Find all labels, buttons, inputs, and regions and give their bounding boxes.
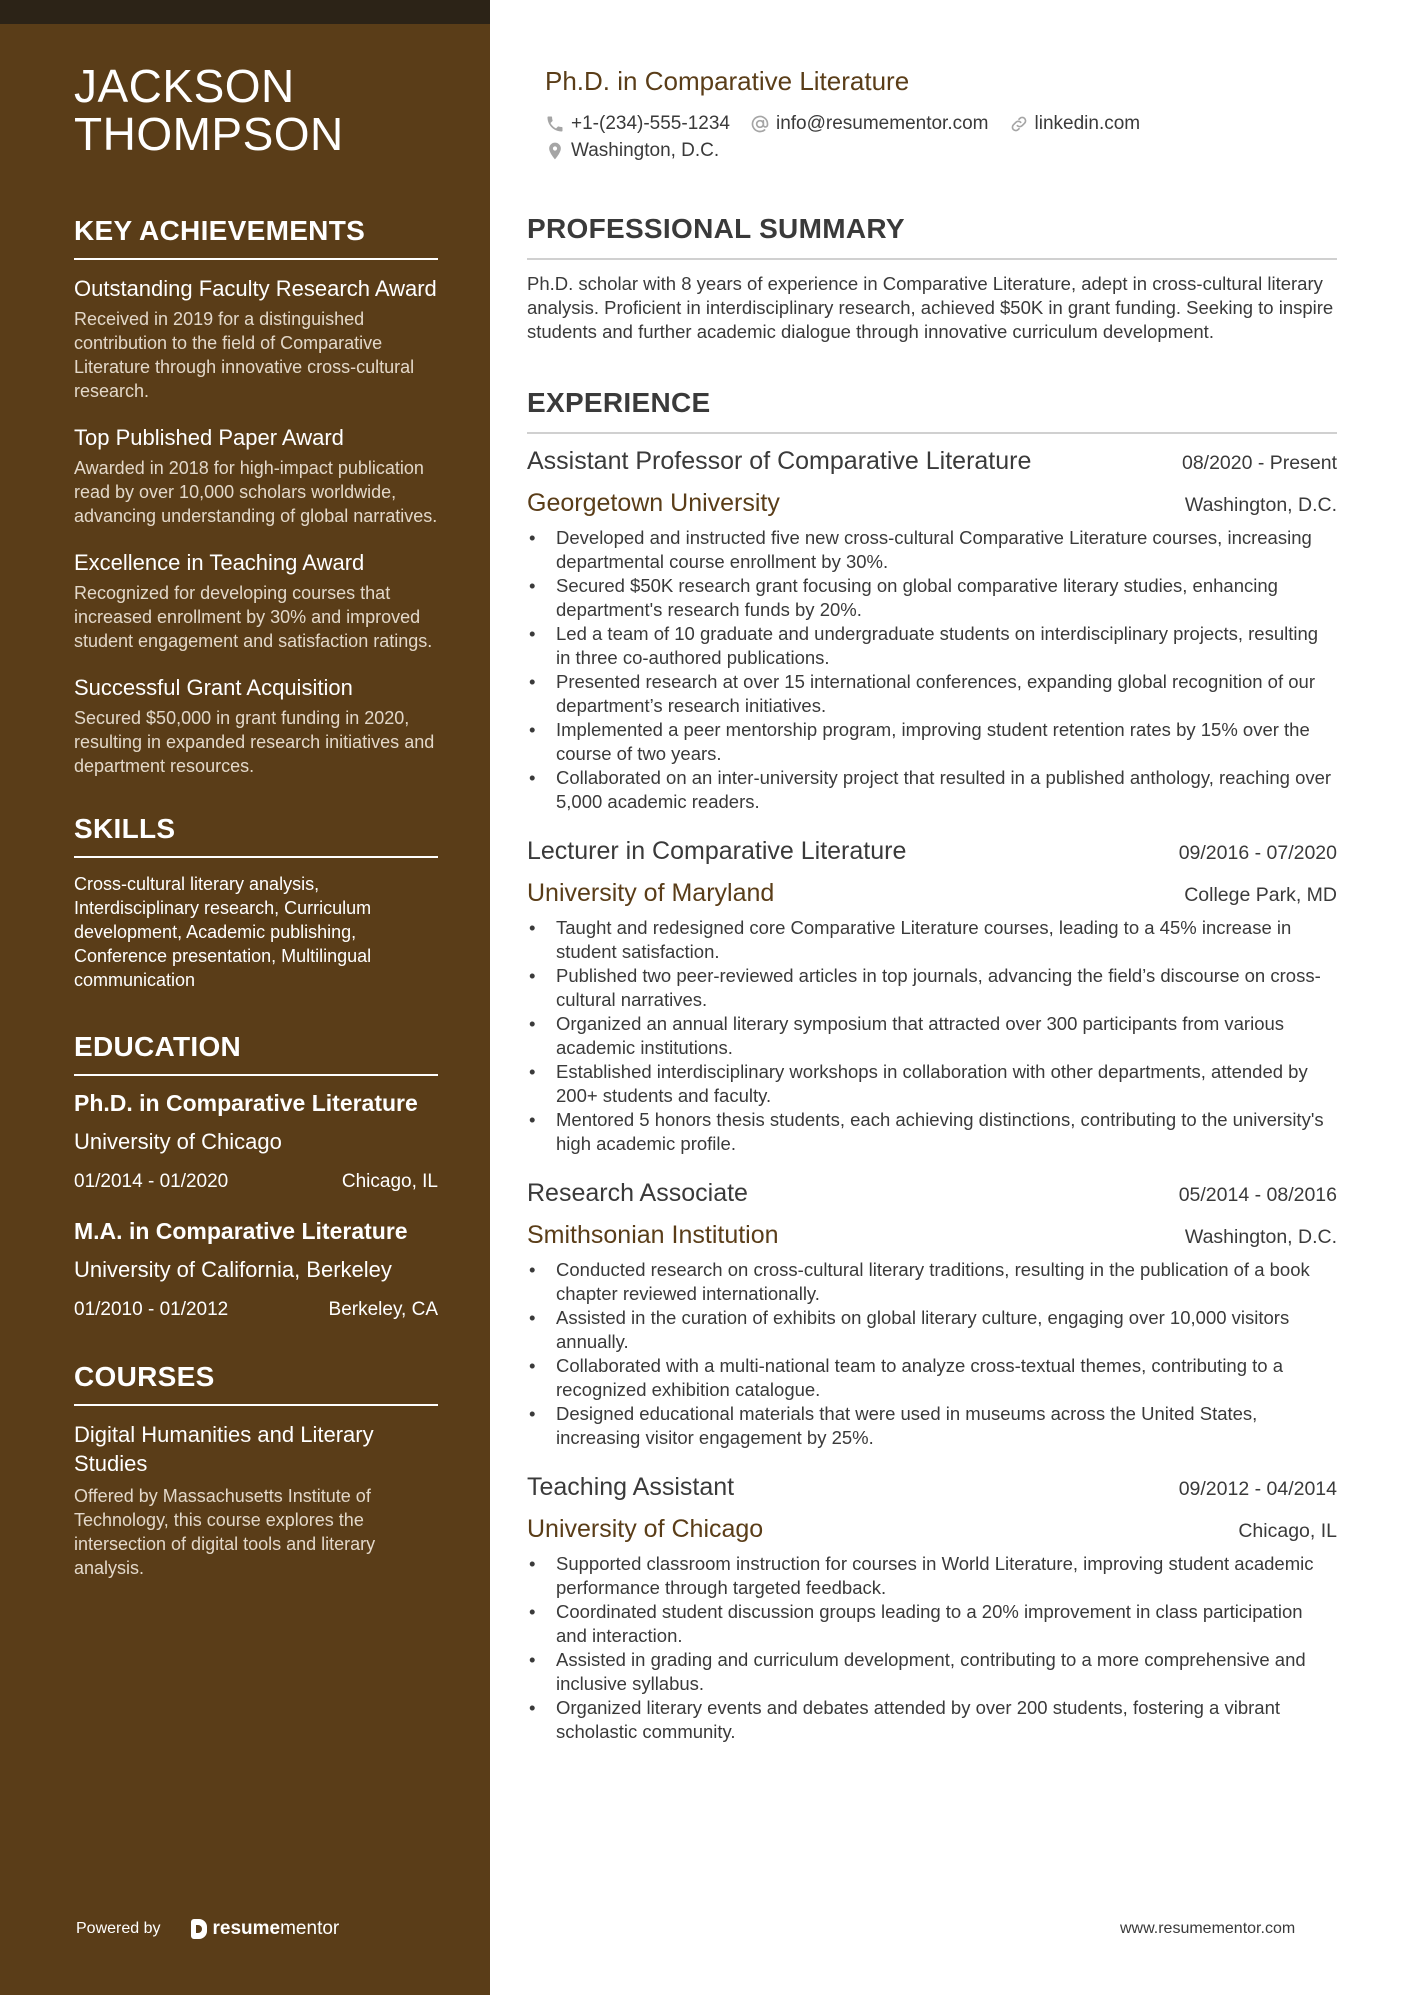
- link-icon: [1009, 114, 1029, 134]
- bullet-item: • Designed educational materials that were used in museums across the United States, increasing visitor engagement by 25%.: [527, 1402, 1337, 1450]
- education-meta: [74, 1170, 438, 1194]
- job-subheader: [527, 1514, 1337, 1546]
- brand-light: mentor: [280, 1918, 340, 1939]
- contact-phone[interactable]: [545, 110, 730, 137]
- bullet-item: • Led a team of 10 graduate and undergraduate students on interdisciplinary projects, resulting in three co-authored publications.: [527, 622, 1337, 670]
- bullet-item: • Assisted in the curation of exhibits on global literary culture, engaging over 10,000 visitors annually.: [527, 1306, 1337, 1354]
- bullet-item: • Taught and redesigned core Comparative Literature courses, leading to a 45% increase in student satisfaction.: [527, 916, 1337, 964]
- bullet-item: • Organized an annual literary symposium that attracted over 300 participants from various academic institutions.: [527, 1012, 1337, 1060]
- job-location: Washington, D.C.: [1184, 494, 1337, 516]
- bullet-item: • Developed and instructed five new cross-cultural Comparative Literature courses, increasing departmental course enrollment by 30%.: [527, 526, 1337, 574]
- experience-item: [527, 446, 1337, 814]
- job-location: Washington, D.C.: [1184, 1226, 1337, 1248]
- job-header: [527, 1472, 1337, 1504]
- bullet-item: • Organized literary events and debates attended by over 200 students, fostering a vibrant scholastic community.: [527, 1696, 1337, 1744]
- achievement-desc: Awarded in 2018 for high-impact publication read by over 10,000 scholars worldwide, advancing understanding of global narratives.: [74, 458, 438, 526]
- bullet-item: • Conducted research on cross-cultural literary traditions, resulting in the publication of a book chapter reviewed internationally.: [527, 1258, 1337, 1306]
- bullet-item: • Established interdisciplinary workshops in collaboration with other departments, attended by 200+ students and faculty.: [527, 1060, 1337, 1108]
- brand-logo[interactable]: [191, 1918, 340, 1940]
- achievements-section: [74, 214, 438, 778]
- experience-heading: EXPERIENCE: [527, 386, 1337, 434]
- job-bullets: [527, 1552, 1337, 1744]
- education-dates: 01/2014 - 01/2020: [74, 1171, 229, 1192]
- bullet-item: • Mentored 5 honors thesis students, each achieving distinctions, contributing to the university's high academic profile.: [527, 1108, 1337, 1156]
- education-school: University of California, Berkeley: [74, 1257, 392, 1282]
- location-pin-icon: [545, 141, 565, 161]
- achievement-item: [74, 548, 438, 653]
- sidebar-content: [74, 62, 438, 1580]
- courses-heading: COURSES: [74, 1360, 438, 1406]
- experience-item: [527, 1472, 1337, 1744]
- summary-heading: PROFESSIONAL SUMMARY: [527, 212, 1337, 260]
- achievement-title: Top Published Paper Award: [74, 425, 344, 450]
- job-company: Georgetown University: [527, 489, 780, 517]
- website-link[interactable]: www.resumementor.com: [1120, 1920, 1296, 1937]
- job-dates: 09/2016 - 07/2020: [1178, 842, 1337, 864]
- skills-section: [74, 812, 438, 992]
- achievement-desc: Received in 2019 for a distinguished contribution to the field of Comparative Literature through innovative cross-cultural research.: [74, 309, 415, 401]
- bullet-item: • Coordinated student discussion groups leading to a 20% improvement in class participation and interaction.: [527, 1600, 1337, 1648]
- achievement-title: Excellence in Teaching Award: [74, 550, 365, 575]
- education-school: University of Chicago: [74, 1129, 282, 1154]
- course-desc: Offered by Massachusetts Institute of Technology, this course explores the intersection of digital tools and literary analysis.: [74, 1486, 376, 1578]
- job-company: University of Maryland: [527, 879, 775, 907]
- skills-heading: SKILLS: [74, 812, 438, 858]
- education-meta: [74, 1298, 438, 1322]
- powered-by-label: Powered by: [76, 1920, 161, 1937]
- name-first: JACKSON: [74, 60, 295, 112]
- bullet-item: • Published two peer-reviewed articles in top journals, advancing the field’s discourse on cross-cultural narratives.: [527, 964, 1337, 1012]
- brand-mark-icon: [191, 1919, 207, 1939]
- candidate-name: [74, 62, 438, 158]
- education-location: Berkeley, CA: [328, 1299, 438, 1320]
- job-role: Teaching Assistant: [527, 1473, 735, 1501]
- education-degree: M.A. in Comparative Literature: [74, 1218, 408, 1244]
- job-role: Lecturer in Comparative Literature: [527, 837, 907, 865]
- experience-section: [527, 386, 1337, 1744]
- summary-section: [527, 212, 1337, 344]
- job-header: [527, 446, 1337, 478]
- main-content: [527, 62, 1337, 1744]
- job-header: [527, 1178, 1337, 1210]
- achievement-title: Successful Grant Acquisition: [74, 675, 353, 700]
- job-subheader: [527, 488, 1337, 520]
- name-last: THOMPSON: [74, 108, 344, 160]
- job-location: Chicago, IL: [1238, 1520, 1337, 1542]
- email-text: info@resumementor.com: [775, 113, 989, 134]
- education-location: Chicago, IL: [341, 1171, 438, 1192]
- contact-email[interactable]: [750, 110, 989, 137]
- courses-section: [74, 1360, 438, 1580]
- bullet-item: • Supported classroom instruction for courses in World Literature, improving student academic performance through targeted feedback.: [527, 1552, 1337, 1600]
- achievement-desc: Secured $50,000 in grant funding in 2020, resulting in expanded research initiatives and department resources.: [74, 708, 435, 776]
- job-header: [527, 836, 1337, 868]
- bullet-item: • Assisted in grading and curriculum development, contributing to a more comprehensive and inclusive syllabus.: [527, 1648, 1337, 1696]
- contact-row: [545, 137, 1337, 164]
- education-degree: Ph.D. in Comparative Literature: [74, 1090, 418, 1116]
- summary-text: Ph.D. scholar with 8 years of experience in Comparative Literature, adept in cross-cultural literary analysis. Proficient in interdisciplinary research, achieved $50K in grant funding. Seeking to inspire students and further academic dialogue through innovative curriculum development.: [527, 273, 1334, 342]
- bullet-item: • Collaborated on an inter-university project that resulted in a published anthology, reaching over 5,000 academic readers.: [527, 766, 1337, 814]
- education-section: [74, 1030, 438, 1322]
- achievement-title: Outstanding Faculty Research Award: [74, 276, 437, 301]
- job-subheader: [527, 1220, 1337, 1252]
- contact-row: [545, 110, 1337, 137]
- job-bullets: [527, 1258, 1337, 1450]
- job-dates: 08/2020 - Present: [1181, 452, 1337, 474]
- job-bullets: [527, 916, 1337, 1156]
- course-title: Digital Humanities and Literary Studies: [74, 1422, 374, 1476]
- achievement-desc: Recognized for developing courses that increased enrollment by 30% and improved student engagement and satisfaction ratings.: [74, 583, 433, 651]
- location-text: Washington, D.C.: [571, 140, 720, 161]
- education-item: [74, 1216, 438, 1322]
- skills-list: Cross-cultural literary analysis, Interdisciplinary research, Curriculum development, Academic publishing, Conference presentation, Multilingual communication: [74, 874, 372, 990]
- experience-item: [527, 836, 1337, 1156]
- achievement-item: [74, 673, 438, 778]
- job-company: University of Chicago: [527, 1515, 764, 1543]
- education-item: [74, 1088, 438, 1194]
- education-heading: EDUCATION: [74, 1030, 438, 1076]
- contact-info: [545, 110, 1337, 164]
- job-dates: 05/2014 - 08/2016: [1178, 1184, 1337, 1206]
- powered-by: [76, 1918, 339, 1940]
- achievements-heading: KEY ACHIEVEMENTS: [74, 214, 438, 260]
- contact-location: [545, 137, 719, 164]
- achievement-item: [74, 423, 438, 528]
- experience-item: [527, 1178, 1337, 1450]
- phone-text: +1-(234)-555-1234: [571, 113, 730, 134]
- job-role: Research Associate: [527, 1179, 748, 1207]
- sidebar-top-bar: [0, 0, 490, 24]
- at-icon: [750, 114, 770, 134]
- bullet-item: • Collaborated with a multi-national team to analyze cross-textual themes, contributing to a recognized exhibition catalogue.: [527, 1354, 1337, 1402]
- job-company: Smithsonian Institution: [527, 1221, 779, 1249]
- education-dates: 01/2010 - 01/2012: [74, 1299, 229, 1320]
- headline: Ph.D. in Comparative Literature: [545, 66, 910, 96]
- sidebar: [0, 0, 490, 1995]
- bullet-item: • Implemented a peer mentorship program, improving student retention rates by 15% over the course of two years.: [527, 718, 1337, 766]
- brand-bold: resume: [212, 1918, 281, 1939]
- phone-icon: [545, 114, 565, 134]
- job-location: College Park, MD: [1184, 884, 1337, 906]
- linkedin-text: linkedin.com: [1034, 113, 1141, 134]
- bullet-item: • Presented research at over 15 international conferences, expanding global recognition of our department’s research initiatives.: [527, 670, 1337, 718]
- job-subheader: [527, 878, 1337, 910]
- job-bullets: [527, 526, 1337, 814]
- bullet-item: • Secured $50K research grant focusing on global comparative literary studies, enhancing department's research funds by 20%.: [527, 574, 1337, 622]
- job-role: Assistant Professor of Comparative Literature: [527, 447, 1032, 475]
- contact-linkedin[interactable]: [1009, 110, 1141, 137]
- job-dates: 09/2012 - 04/2014: [1178, 1478, 1337, 1500]
- achievement-item: [74, 274, 438, 403]
